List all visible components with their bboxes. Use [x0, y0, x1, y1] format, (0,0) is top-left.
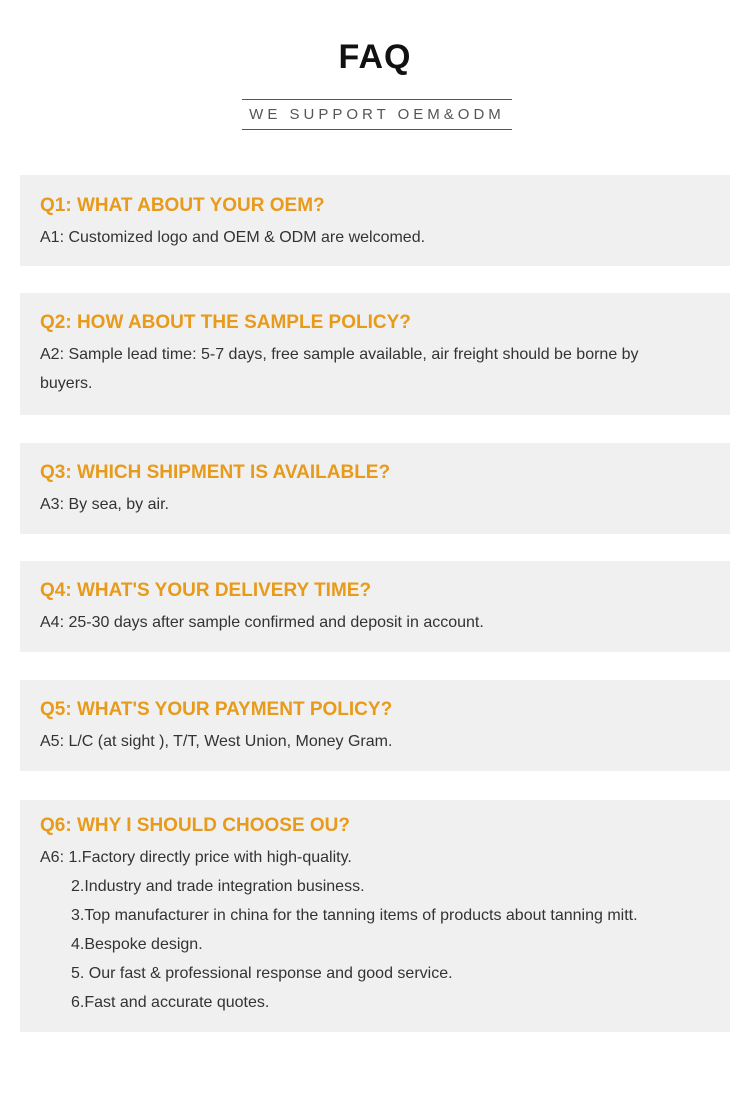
- faq-answer-2-line-1: A2: Sample lead time: 5-7 days, free sample available, air freight should be borne by: [40, 346, 639, 363]
- faq-card-5: [20, 680, 730, 771]
- faq-answer-6-line-1: A6: 1.Factory directly price with high-quality.: [40, 849, 352, 866]
- faq-question-1: Q1: WHAT ABOUT YOUR OEM?: [40, 195, 325, 216]
- faq-answer-6-line-4: 4.Bespoke design.: [71, 936, 203, 953]
- page-title: FAQ: [338, 38, 412, 76]
- faq-card-4: [20, 561, 730, 652]
- faq-answer-4: A4: 25-30 days after sample confirmed and deposit in account.: [40, 614, 484, 631]
- subtitle-frame: [242, 99, 512, 130]
- faq-card-6: [20, 800, 730, 1032]
- faq-card-1: [20, 175, 730, 266]
- faq-answer-5: A5: L/C (at sight ), T/T, West Union, Money Gram.: [40, 733, 393, 750]
- faq-answer-6-line-3: 3.Top manufacturer in china for the tanning items of products about tanning mitt.: [71, 907, 638, 924]
- faq-answer-1: A1: Customized logo and OEM & ODM are welcomed.: [40, 229, 426, 246]
- faq-question-5: Q5: WHAT'S YOUR PAYMENT POLICY?: [40, 699, 393, 720]
- page-subtitle: WE SUPPORT OEM&ODM: [249, 106, 505, 123]
- faq-question-3: Q3: WHICH SHIPMENT IS AVAILABLE?: [40, 462, 391, 483]
- faq-answer-6-line-2: 2.Industry and trade integration business.: [71, 878, 365, 895]
- faq-question-6: Q6: WHY I SHOULD CHOOSE OU?: [40, 815, 351, 836]
- faq-card-2: [20, 293, 730, 415]
- faq-answer-3: A3: By sea, by air.: [40, 496, 169, 513]
- faq-answer-2-line-2: buyers.: [40, 375, 93, 392]
- faq-answer-6-line-6: 6.Fast and accurate quotes.: [71, 994, 270, 1011]
- faq-card-3: [20, 443, 730, 534]
- faq-question-2: Q2: HOW ABOUT THE SAMPLE POLICY?: [40, 312, 411, 333]
- faq-question-4: Q4: WHAT'S YOUR DELIVERY TIME?: [40, 580, 372, 601]
- faq-answer-6-line-5: 5. Our fast & professional response and good service.: [71, 965, 453, 982]
